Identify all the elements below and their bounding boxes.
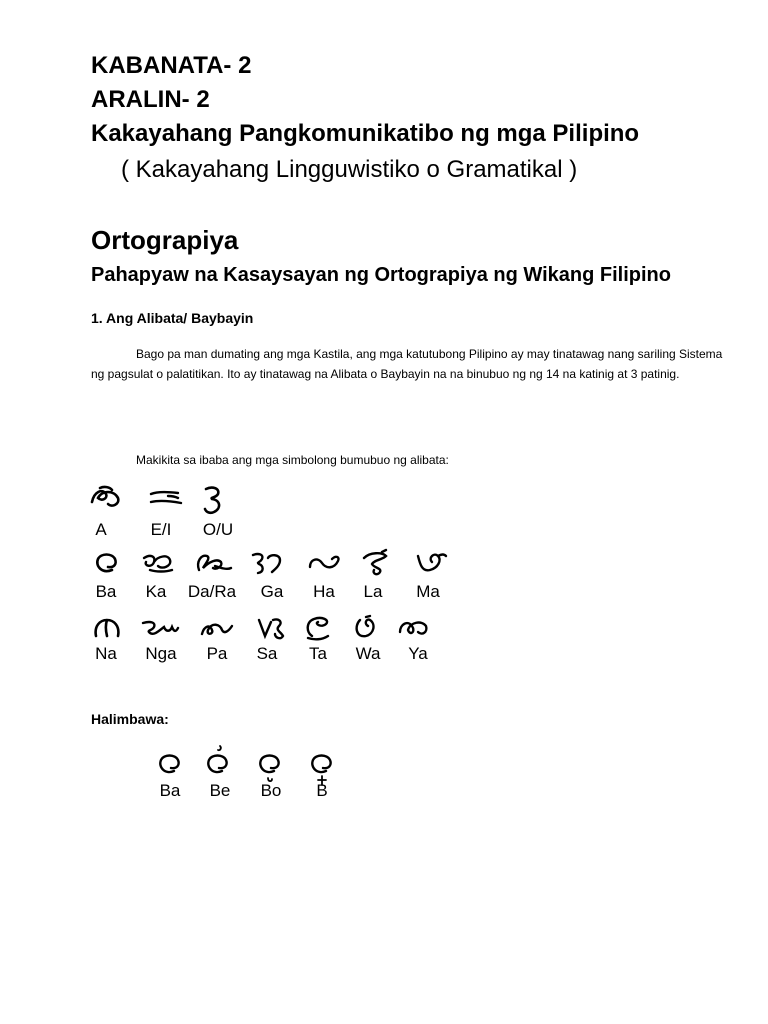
- lesson-heading: ARALIN- 2: [91, 86, 210, 113]
- consonant-label-dara: Da/Ra: [187, 582, 237, 601]
- consonant-label-wa: Wa: [355, 644, 381, 663]
- page-subtitle: ( Kakayahang Lingguwistiko o Gramatikal ): [121, 156, 578, 183]
- consonant-label-la: La: [363, 582, 383, 601]
- baybayin-la-icon: [360, 548, 392, 578]
- example-ba-glyph: [156, 752, 184, 776]
- consonant-label-sa: Sa: [256, 644, 278, 663]
- subsection-heading-alibata: 1. Ang Alibata/ Baybayin: [91, 310, 254, 326]
- baybayin-ha-icon: [306, 553, 342, 573]
- section-subtitle-history: Pahapyaw na Kasaysayan ng Ortograpiya ng Wikang Filipino: [91, 264, 671, 286]
- consonant-label-ya: Ya: [408, 644, 428, 663]
- symbols-intro: Makikita sa ibaba ang mga simbolong bumubuo ng alibata:: [136, 453, 449, 467]
- baybayin-ei-icon: [148, 488, 184, 510]
- vowel-label-a: A: [95, 520, 107, 539]
- baybayin-ba-icon: [92, 550, 122, 576]
- baybayin-wa-icon: [352, 614, 382, 642]
- baybayin-ou-icon: [200, 484, 228, 516]
- page-title: Kakayahang Pangkomunikatibo ng mga Pilipino: [91, 120, 640, 147]
- consonant-label-ba: Ba: [95, 582, 117, 601]
- alibata-paragraph: [91, 344, 731, 384]
- consonant-label-ka: Ka: [145, 582, 167, 601]
- alibata-paragraph-text: Bago pa man dumating ang mga Kastila, ang mga katutubong Pilipino ay may tinatawag nang sariling Sistema ng pagsulat o palatitikan. Ito ay tinatawag na Alibata o Baybayin na na binubuo ng ng 14 na katinig at 3 patinig.: [91, 347, 723, 381]
- example-be-glyph: [204, 744, 232, 776]
- baybayin-sa-icon: [255, 614, 287, 642]
- section-title-ortograpiya: Ortograpiya: [91, 225, 239, 255]
- baybayin-ka-icon: [140, 550, 176, 576]
- chapter-heading: KABANATA- 2: [91, 52, 252, 79]
- consonant-label-pa: Pa: [206, 644, 228, 663]
- example-label-b: B: [316, 781, 328, 800]
- consonant-label-ha: Ha: [313, 582, 335, 601]
- example-label-bo: Bo: [260, 781, 282, 800]
- baybayin-pa-icon: [198, 618, 236, 640]
- baybayin-ma-icon: [414, 550, 448, 576]
- consonant-label-ga: Ga: [260, 582, 284, 601]
- baybayin-ta-icon: [302, 614, 336, 642]
- example-label-be: Be: [209, 781, 231, 800]
- consonant-label-na: Na: [95, 644, 117, 663]
- baybayin-na-icon: [92, 616, 122, 640]
- consonant-label-ma: Ma: [416, 582, 440, 601]
- baybayin-nga-icon: [140, 618, 180, 640]
- consonant-label-ta: Ta: [309, 644, 327, 663]
- baybayin-ga-icon: [250, 550, 284, 576]
- vowel-label-ou: O/U: [202, 520, 234, 539]
- vowel-label-ei: E/I: [150, 520, 172, 539]
- baybayin-a-icon: [88, 484, 128, 514]
- baybayin-ya-icon: [396, 616, 432, 640]
- baybayin-dara-icon: [193, 550, 233, 576]
- example-label-ba: Ba: [159, 781, 181, 800]
- consonant-label-nga: Nga: [145, 644, 177, 663]
- examples-heading: Halimbawa:: [91, 711, 169, 727]
